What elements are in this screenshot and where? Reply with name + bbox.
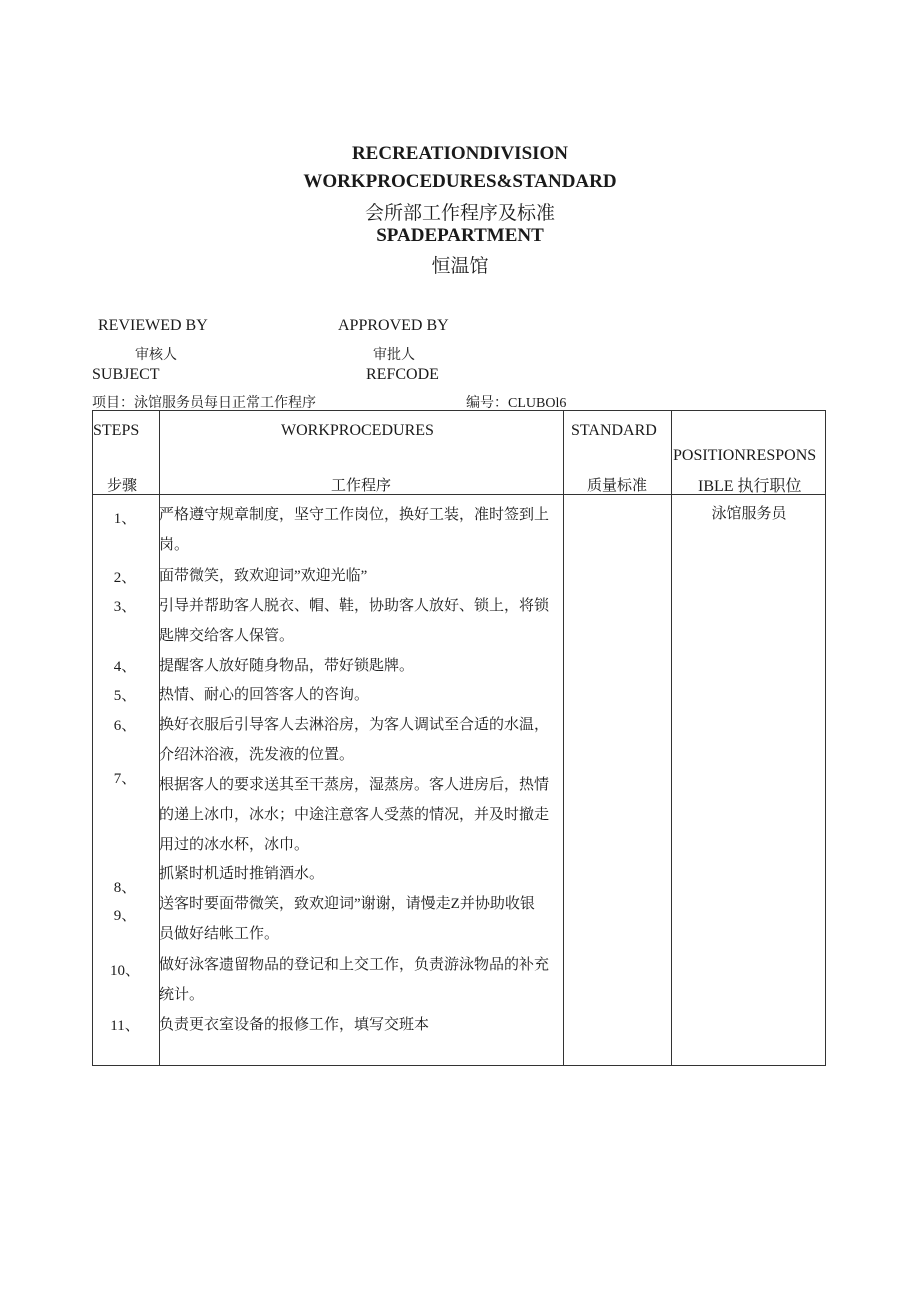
position-header-2: IBLE 执行职位	[698, 478, 802, 495]
step-number: 6、	[113, 718, 137, 734]
step-number: 7、	[113, 771, 137, 787]
step-number: 10、	[109, 963, 140, 979]
procedure-text: 员做好结帐工作。	[159, 926, 280, 942]
procedure-text: 介绍沐浴液，洗发液的位置。	[159, 747, 355, 763]
project-label: 项目：泳馆服务员每日正常工作程序	[92, 396, 316, 411]
steps-header: STEPS	[93, 422, 140, 439]
department-title: SPADEPARTMENT	[376, 225, 544, 246]
procedure-text: 送客时要面带微笑，致欢迎词”谢谢，请慢走Z并协助收银	[159, 896, 535, 912]
document-title: WORKPROCEDURES&STANDARD	[303, 171, 617, 192]
division-title: RECREATIONDIVISION	[351, 143, 569, 164]
step-number: 1、	[113, 511, 137, 527]
step-number: 2、	[113, 570, 137, 586]
procedure-text: 根据客人的要求送其至干蒸房，湿蒸房。客人进房后，热情	[159, 777, 550, 793]
document-title-cn: 会所部工作程序及标准	[364, 203, 555, 224]
step-number: 11、	[110, 1018, 140, 1034]
procedure-text: 匙牌交给客人保管。	[159, 628, 295, 644]
step-number: 3、	[113, 599, 137, 615]
procedure-text: 用过的冰水杯，冰巾。	[159, 837, 310, 853]
step-number: 9、	[113, 908, 137, 924]
position-value: 泳馆服务员	[711, 506, 787, 522]
subject-label: SUBJECT	[92, 366, 160, 383]
procedure-text: 抓紧时机适时推销酒水。	[159, 866, 325, 882]
standard-header-cn: 质量标准	[587, 478, 648, 494]
procedures-header-cn: 工作程序	[331, 478, 392, 494]
step-number: 5、	[113, 688, 137, 704]
procedure-table	[92, 410, 826, 1066]
reviewed-by-label-cn: 审核人	[135, 348, 177, 363]
procedure-text: 引导并帮助客人脱衣、帽、鞋，协助客人放好、锁上，将锁	[159, 598, 550, 614]
procedure-text: 岗。	[159, 537, 190, 553]
ref-code-label: REFCODE	[366, 366, 439, 383]
procedure-text: 做好泳客遗留物品的登记和上交工作，负责游泳物品的补充	[159, 957, 550, 973]
step-number: 8、	[113, 880, 137, 896]
procedure-text: 的递上冰巾，冰水；中途注意客人受蒸的情况，并及时撤走	[159, 807, 550, 823]
reviewed-by-label: REVIEWED BY	[98, 317, 208, 334]
procedure-text: 热情、耐心的回答客人的咨询。	[159, 687, 370, 703]
steps-header-cn: 步骤	[107, 478, 138, 494]
procedure-text: 换好衣服后引导客人去淋浴房，为客人调试至合适的水温，	[159, 717, 550, 733]
procedure-text: 负责更衣室设备的报修工作，填写交班本	[159, 1017, 430, 1033]
position-header: POSITIONRESPONS	[673, 447, 817, 464]
procedures-header: WORKPROCEDURES	[281, 422, 434, 439]
standard-header: STANDARD	[571, 422, 657, 439]
approved-by-label-cn: 审批人	[373, 348, 415, 363]
procedure-text: 面带微笑，致欢迎词”欢迎光临”	[159, 568, 368, 584]
procedure-text: 严格遵守规章制度，坚守工作岗位，换好工装，准时签到上	[159, 507, 550, 523]
department-title-cn: 恒温馆	[431, 256, 489, 277]
procedure-text: 提醒客人放好随身物品，带好锁匙牌。	[159, 658, 415, 674]
procedure-text: 统计。	[159, 987, 205, 1003]
column-divider	[563, 411, 564, 1065]
approved-by-label: APPROVED BY	[338, 317, 449, 334]
step-number: 4、	[113, 659, 137, 675]
code-label: 编号：CLUBOl6	[466, 396, 567, 411]
